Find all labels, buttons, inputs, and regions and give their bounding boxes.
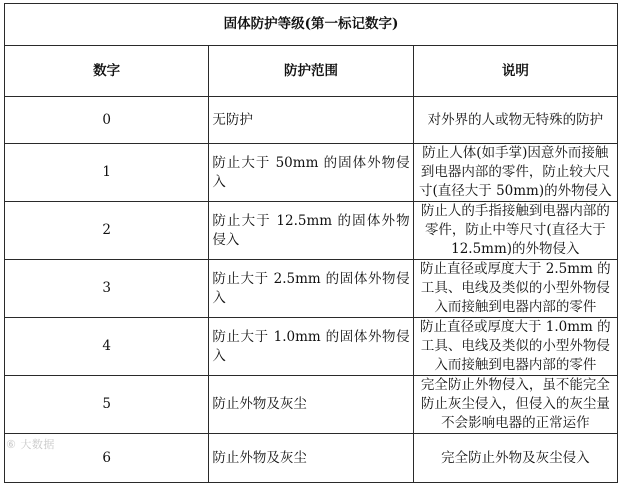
row-desc-text: 完全防止外物及灰尘侵入 xyxy=(441,449,590,466)
table-row xyxy=(5,97,618,144)
row-desc-text: 防止人的手指接触到电器内部的零件，防止中等尺寸(直径大于 12.5mm)的外物侵入 xyxy=(420,203,610,257)
row-range-text: 防止外物及灰尘 xyxy=(212,449,307,466)
table-title-row xyxy=(5,4,618,46)
header-code: 数字 xyxy=(5,46,209,97)
row-desc xyxy=(413,144,617,202)
row-code: 0 xyxy=(5,97,209,144)
row-range-text: 防止大于 50mm 的固体外物侵入 xyxy=(212,154,410,190)
table-row xyxy=(5,434,618,483)
row-desc xyxy=(413,318,617,376)
row-desc xyxy=(413,376,617,434)
row-desc-text: 对外界的人或物无特殊的防护 xyxy=(427,111,604,128)
row-code: 2 xyxy=(5,202,209,260)
row-desc xyxy=(413,202,617,260)
row-range xyxy=(209,318,413,376)
header-desc: 说明 xyxy=(413,46,617,97)
row-range xyxy=(209,260,413,318)
row-desc-text: 防止人体(如手掌)因意外而接触到电器内部的零件，防止较大尺寸(直径大于 50mm)的外物侵入 xyxy=(419,145,612,199)
row-range xyxy=(209,376,413,434)
row-desc xyxy=(413,434,617,483)
table-row xyxy=(5,202,618,260)
row-desc-text: 防止直径或厚度大于 2.5mm 的工具、电线及类似的小型外物侵入而接触到电器内部的零件 xyxy=(420,261,611,315)
row-desc xyxy=(413,260,617,318)
row-range-text: 防止大于 12.5mm 的固体外物侵入 xyxy=(212,212,410,248)
row-code: 4 xyxy=(5,318,209,376)
header-range: 防护范围 xyxy=(209,46,413,97)
row-range-text: 防止大于 1.0mm 的固体外物侵入 xyxy=(212,328,410,364)
row-desc-text: 防止直径或厚度大于 1.0mm 的工具、电线及类似的小型外物侵入而接触到电器内部的零件 xyxy=(420,319,611,373)
row-range xyxy=(209,434,413,483)
row-range-text: 防止外物及灰尘 xyxy=(212,396,307,412)
table-title: 固体防护等级(第一标记数字) xyxy=(5,4,618,46)
table-row xyxy=(5,318,618,376)
row-desc-text: 完全防止外物侵入，虽不能完全防止灰尘侵入，但侵入的灰尘量不会影响电器的正常运作 xyxy=(420,377,610,431)
row-code: 3 xyxy=(5,260,209,318)
row-range xyxy=(209,97,413,144)
row-desc xyxy=(413,97,617,144)
row-range xyxy=(209,202,413,260)
ip-solid-protection-table xyxy=(4,3,618,483)
table-header-row xyxy=(5,46,618,97)
row-code: 6 xyxy=(5,434,209,483)
row-code: 1 xyxy=(5,144,209,202)
table-row xyxy=(5,376,618,434)
row-range-text: 防止大于 2.5mm 的固体外物侵入 xyxy=(212,270,410,306)
row-code: 5 xyxy=(5,376,209,434)
watermark: ⑥ 大数据 xyxy=(6,438,55,451)
table-row xyxy=(5,260,618,318)
table-row xyxy=(5,144,618,202)
row-range xyxy=(209,144,413,202)
row-range-text: 无防护 xyxy=(212,111,253,128)
